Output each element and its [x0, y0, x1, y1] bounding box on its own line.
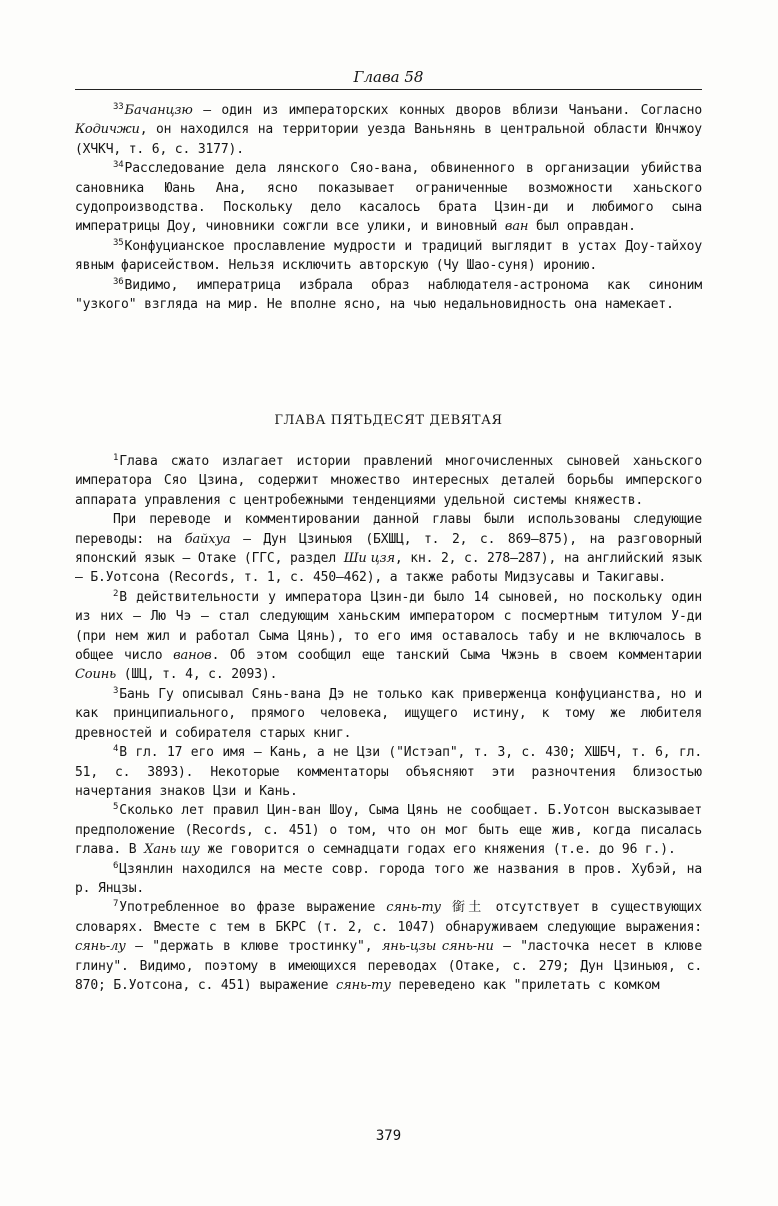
footnote-text: Глава сжато излагает истории правлений многочисленных сыновей ханьского императора Сяо Цзина, содержит множество интересных деталей борьбы имперского аппарата управления с центробежными тенденциями удельной системы княжеств. — [75, 454, 702, 508]
footnote-number: 36 — [113, 276, 124, 287]
footnote-text: Конфуцианское прославление мудрости и традиций выглядит в устах Доу-тайхоу явным фарисейством. Нельзя исключить авторскую (Чу Шао-суня) иронию. — [75, 238, 702, 274]
footnote — [75, 276, 702, 315]
italic-term: сянь-ту — [336, 977, 391, 993]
footnote-text: Сколько лет правил Цин-ван Шоу, Сыма Цянь не сообщает. Б.Уотсон высказывает предположение (Records, с. 451) о том, что он мог быть еще жив, когда писалась глава. В — [75, 803, 702, 858]
footnote-text: В гл. 17 его имя — Кань, а не Цзи ("Истэап", т. 3, с. 430; ХШБЧ, т. 6, гл. 51, с. 3893). Некоторые комментаторы объясняют эти разночтения близостью начертания знаков Цзи и Кань. — [75, 745, 702, 799]
footnote — [75, 510, 702, 588]
footnote-text: Бань Гу описывал Сянь-вана Дэ не только как приверженца конфуцианства, но и как принципиального, прямого человека, ищущего истину, к тому же любителя древностей и собирателя старых книг. — [75, 686, 702, 741]
notes-chapter-58 — [75, 101, 702, 314]
footnote-number: 35 — [113, 237, 124, 248]
italic-term: Соинь — [75, 667, 117, 683]
page-number: 379 — [375, 1128, 402, 1144]
footnote-number: 33 — [113, 102, 124, 112]
running-head: Глава 58 — [353, 68, 424, 86]
footnote-number: 1 — [113, 453, 119, 463]
italic-term: Кодичжи — [75, 122, 140, 138]
footnote-text: переведено как "прилетать с комком — [390, 977, 660, 993]
footnote — [75, 237, 702, 276]
footnote-text: , кн. 2, с. 278—287), на английский язык — Б.Уотсона (Records, т. 1, с. 450—462), а также работы Мидзусавы и Такигавы. — [75, 551, 702, 586]
footnote — [75, 159, 702, 237]
footnote-text: 銜土 отсутствует в существующих словарях. Вместе с тем в БКРС (т. 2, с. 1047) обнаруживаем следующие выражения: — [75, 900, 702, 935]
footnote-number: 3 — [113, 685, 119, 696]
italic-term: Бачанцзю — [124, 103, 193, 118]
footnote-text: , он находился на территории уезда Ваньнянь в центральной области Юнчжоу (ХЧКЧ, т. 6, с. 3177). — [75, 122, 702, 157]
footnote-text: (ШЦ, т. 4, с. 2093). — [116, 667, 278, 683]
footnote-number: 5 — [113, 802, 119, 813]
italic-term: сянь-лу — [75, 939, 126, 955]
footnote-text: Расследование дела лянского Сяо-вана, обвиненного в организации убийства сановника Юань Ана, ясно показывает ограниченные возможности ханьского судопроизводства. Поскольку дело касалось брата Цзин-ди и любимого сына императрицы Доу, чиновники сожгли все улики, и виновный — [75, 161, 702, 235]
italic-term: Ши цзя — [343, 551, 395, 567]
footnote-text: Употребленное во фразе выражение — [119, 900, 387, 916]
footnote-text: был оправдан. — [528, 219, 636, 235]
footnote — [75, 801, 702, 859]
italic-term: ван — [504, 219, 529, 235]
footnote-text: Цзянлин находился на месте совр. города того же названия в пров. Хубэй, на р. Янцзы. — [75, 861, 702, 896]
footnote-text: В действительности у императора Цзин-ди было 14 сыновей, но поскольку один из них — Лю Чэ — стал следующим ханьским императором с посмертным титулом У-ди (при нем жил и работал Сыма Цянь), то его имя оставалось табу и не включалось в общее число — [75, 589, 702, 664]
footnote-number: 2 — [113, 588, 119, 599]
italic-term: янь-цзы сянь-ни — [381, 939, 494, 955]
footnote-text: — "держать в клюве тростинку", — [125, 939, 382, 955]
footnote-text: — Дун Цзиньюя (БХШЦ, т. 2, с. 869—875), на разговорный японский язык — Отаке (ГГС, раздел — [75, 531, 703, 567]
italic-term: Хань шу — [144, 842, 200, 858]
footnote — [75, 860, 702, 899]
italic-term: байхуа — [184, 531, 231, 547]
footnote-text: — "ласточка несет в клюве глину". Видимо, поэтому в имеющихся переводах (Отаке, с. 279; Дун Цзиньюя, с. 870; Б.Уотсона, с. 451) выражение — [75, 939, 702, 993]
chapter-title: ГЛАВА ПЯТЬДЕСЯТ ДЕВЯТАЯ — [274, 413, 503, 428]
footnote-number: 4 — [113, 744, 119, 755]
footnote-number: 34 — [113, 160, 124, 171]
footnote — [75, 588, 702, 685]
italic-term: ванов — [173, 648, 212, 664]
footnote-text: — один из императорских конных дворов вблизи Чанъани. Согласно — [192, 103, 702, 118]
notes-chapter-59 — [75, 452, 702, 995]
footnote — [75, 452, 702, 510]
footnote — [75, 685, 702, 743]
footnote — [75, 743, 702, 801]
footnote — [75, 101, 702, 159]
footnote-number: 7 — [113, 899, 119, 910]
footnote-text: же говорится о семнадцати годах его княжения (т.е. до 96 г.). — [199, 842, 676, 858]
footnote-number: 6 — [113, 860, 119, 871]
footnote-text: Видимо, императрица избрала образ наблюдателя-астронома как синоним "узкого" взгляда на мир. Не вполне ясно, на чью недальновидность она намекает. — [75, 277, 702, 313]
footnote-text: При переводе и комментировании данной главы были использованы следующие переводы: на — [75, 512, 702, 547]
footnote-text: . Об этом сообщил еще танский Сыма Чжэнь в своем комментарии — [211, 648, 702, 664]
italic-term: сянь-ту — [386, 900, 441, 916]
footnote — [75, 898, 702, 995]
header-rule — [75, 89, 702, 90]
